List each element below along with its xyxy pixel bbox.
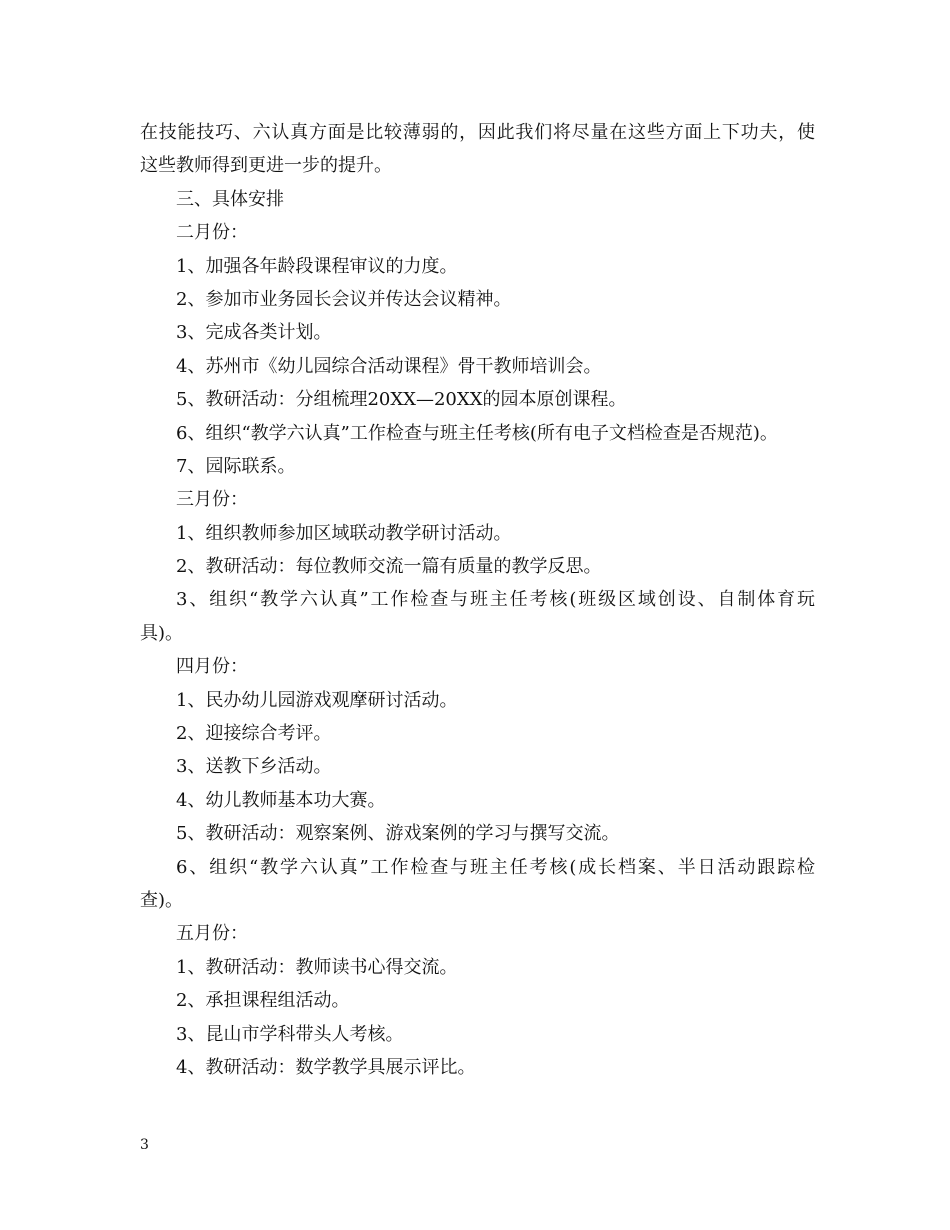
text-line: 3、组织“教学六认真”工作检查与班主任考核(班级区域创设、自制体育玩 — [176, 589, 815, 611]
text-line: 具)。 — [140, 622, 184, 644]
text-line: 四月份： — [176, 656, 248, 678]
text-line: 在技能技巧、六认真方面是比较薄弱的，因此我们将尽量在这些方面上下功夫，使 — [140, 122, 815, 143]
text-line: 1、加强各年龄段课程审议的力度。 — [176, 255, 458, 277]
text-line: 查)。 — [140, 889, 184, 911]
text-line: 7、园际联系。 — [176, 455, 296, 477]
text-line: 2、参加市业务园长会议并传达会议精神。 — [176, 288, 512, 310]
text-line: 三、具体安排 — [176, 188, 284, 210]
text-line: 5、教研活动：分组梳理20XX—20XX的园本原创课程。 — [176, 389, 627, 411]
text-line: 4、幼儿教师基本功大赛。 — [176, 789, 386, 811]
text-line: 3、昆山市学科带头人考核。 — [176, 1023, 404, 1045]
text-line: 二月份： — [176, 222, 248, 244]
text-line: 3、完成各类计划。 — [176, 322, 332, 344]
text-line: 6、组织“教学六认真”工作检查与班主任考核(成长档案、半日活动跟踪检 — [176, 856, 815, 878]
text-line: 1、民办幼儿园游戏观摩研讨活动。 — [176, 689, 458, 711]
text-line: 6、组织“教学六认真”工作检查与班主任考核(所有电子文档检查是否规范)。 — [176, 422, 778, 444]
text-line: 5、教研活动：观察案例、游戏案例的学习与撰写交流。 — [176, 823, 620, 845]
text-line: 五月份： — [176, 923, 248, 945]
text-line: 2、教研活动：每位教师交流一篇有质量的教学反思。 — [176, 556, 602, 578]
text-line: 2、承担课程组活动。 — [176, 990, 350, 1012]
text-line: 1、教研活动：教师读书心得交流。 — [176, 956, 458, 978]
text-line: 三月份： — [176, 489, 248, 511]
text-line: 3、送教下乡活动。 — [176, 756, 332, 778]
document-body — [140, 116, 815, 1084]
text-line: 1、组织教师参加区域联动教学研讨活动。 — [176, 522, 512, 544]
page-number: 3 — [140, 1137, 149, 1153]
text-line: 4、教研活动：数学教学具展示评比。 — [176, 1056, 476, 1078]
text-line: 2、迎接综合考评。 — [176, 723, 332, 745]
text-line: 这些教师得到更进一步的提升。 — [140, 155, 392, 177]
text-line: 4、苏州市《幼儿园综合活动课程》骨干教师培训会。 — [176, 355, 602, 377]
